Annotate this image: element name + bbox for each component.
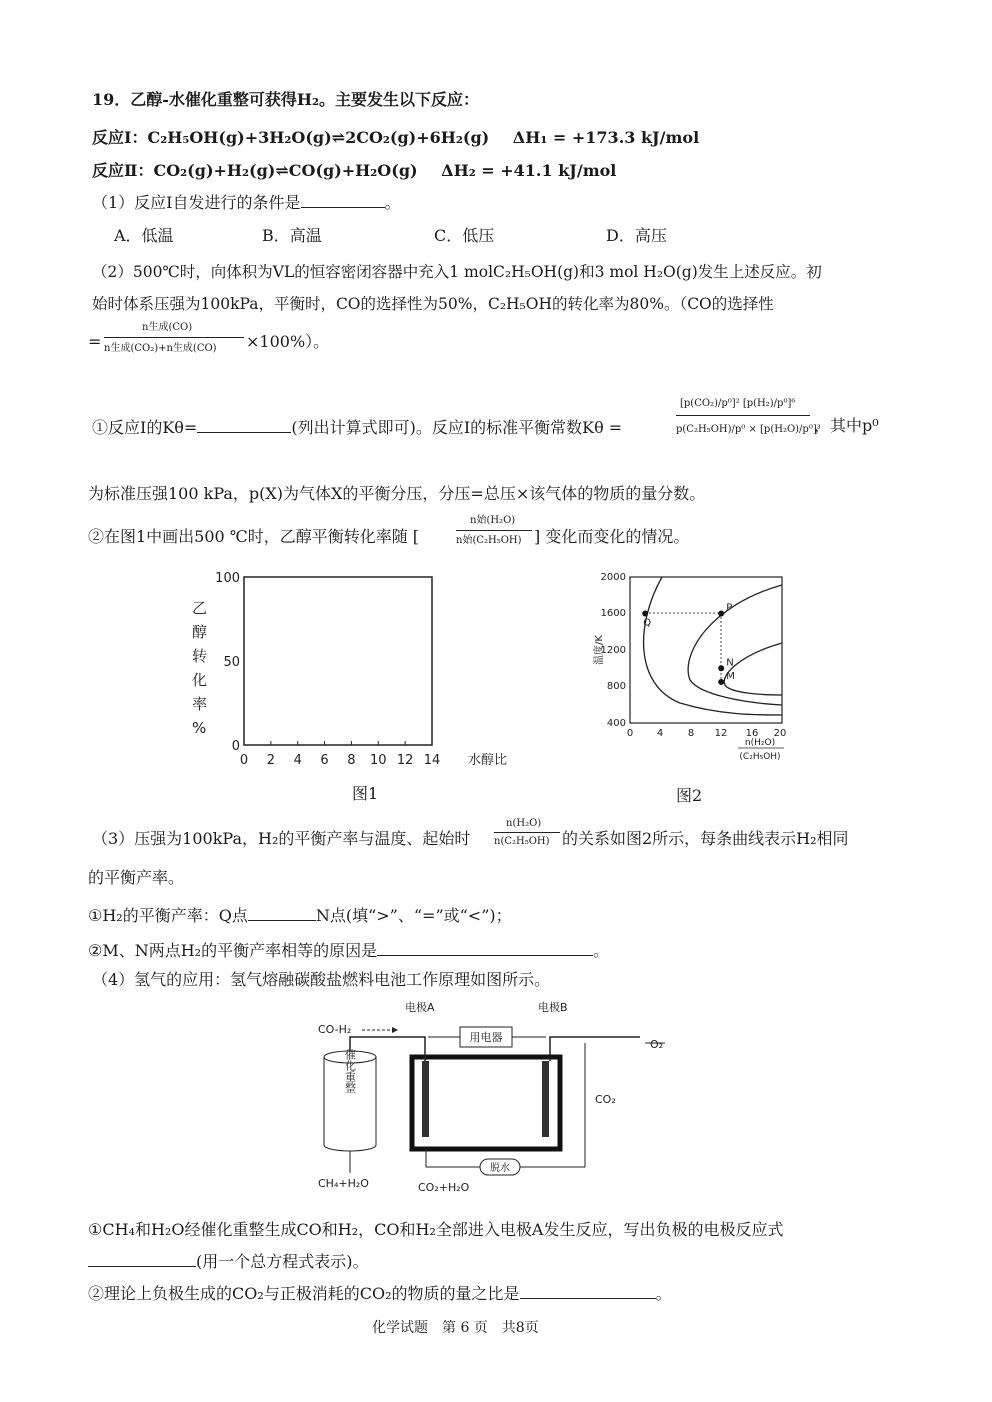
fig2-point-q	[642, 611, 648, 617]
answer-blank-ratio[interactable]	[520, 1282, 656, 1299]
fig1-ylabel-char: %	[192, 719, 207, 737]
answer-blank-reason[interactable]	[377, 939, 593, 956]
draw-fraction-line	[456, 530, 532, 531]
fig2-curve-middle	[688, 585, 782, 705]
electrode-b	[542, 1061, 549, 1137]
part4-stem: （4）氢气的应用：氢气熔融碳酸盐燃料电池工作原理如图所示。	[92, 970, 551, 989]
question-title: 19．乙醇-水催化重整可获得H₂。主要发生以下反应：	[92, 90, 480, 109]
appliance-label: 用电器	[469, 1031, 503, 1044]
fig1-caption: 图1	[352, 784, 379, 803]
electrode-a-label: 电极A	[405, 1001, 435, 1014]
part4-q1-hint: (用一个总方程式表示)。	[196, 1252, 369, 1271]
part4-q1: ①CH₄和H₂O经催化重整生成CO和H₂，CO和H₂全部进入电极A发生反应，写出负极的电极反应式	[88, 1220, 784, 1239]
fig2-point-m	[718, 679, 724, 685]
fig1-ylabel-char: 乙	[192, 599, 208, 617]
part1-stem	[92, 191, 401, 213]
fig1-xtick-label: 14	[423, 753, 441, 768]
selectivity-fraction-line	[104, 337, 244, 338]
k-numerator: [p(CO₂)/p⁰]² [p(H₂)/p⁰]⁶	[680, 398, 796, 409]
part4-q1-line2	[88, 1250, 369, 1272]
fig1-ylabel-char: 醇	[192, 623, 208, 641]
draw-denominator: n始(C₂H₅OH)	[456, 535, 522, 546]
fig2-xtick-4: 4	[656, 728, 664, 739]
fig2-point-label-q: Q	[643, 617, 652, 629]
option-b[interactable]: B．高温	[262, 226, 322, 245]
selectivity-denominator: n生成(CO₂)+n生成(CO)	[104, 343, 217, 354]
part1-end: 。	[384, 193, 401, 212]
pump-label: 脱水	[490, 1163, 510, 1174]
fig2-point-label-m: M	[726, 670, 735, 682]
part3-frac-denominator: n(C₂H₅OH)	[494, 836, 550, 847]
fig1-ytick-50: 50	[223, 655, 240, 670]
answer-blank-k[interactable]	[197, 416, 291, 433]
reaction-2-label: 反应Ⅱ：	[92, 161, 154, 180]
part4-q2-end: 。	[655, 1284, 672, 1303]
part3-q1-text: ①H₂的平衡产率：Q点	[88, 906, 248, 925]
reaction-1-enthalpy: ΔH₁ = +173.3 kJ/mol	[512, 128, 700, 147]
o2-pipe	[550, 1037, 640, 1061]
draw-numerator: n始(H₂O)	[470, 515, 516, 526]
k-definition: (列出计算式即可)。反应Ⅰ的标准平衡常数Kθ =	[291, 418, 623, 437]
part3-q2-end: 。	[593, 941, 610, 960]
fig2-caption: 图2	[676, 786, 703, 805]
fig2-xlabel-denominator: (C₂H₅OH)	[739, 752, 781, 762]
part2-line-1: （2）500℃时，向体积为VL的恒容密闭容器中充入1 molC₂H₅OH(g)和3 mol H₂O(g)发生上述反应。初	[92, 263, 822, 281]
o2-label: O₂	[650, 1038, 664, 1051]
fig2-ytick-2000: 2000	[600, 572, 626, 583]
fig2-point-label-p: P	[726, 602, 733, 614]
fig2-ytick-1200: 1200	[600, 645, 626, 656]
option-c[interactable]: C．低压	[434, 226, 495, 245]
electrode-a	[422, 1061, 429, 1137]
part1-question: （1）反应Ⅰ自发进行的条件是	[92, 193, 301, 212]
fig2-xtick-20: 20	[773, 728, 787, 739]
k-fraction-line	[676, 415, 810, 416]
fig2-point-n	[718, 665, 724, 671]
part3-line-1a: （3）压强为100kPa，H₂的平衡产率与温度、起始时	[92, 829, 471, 848]
electrolyte-tank	[412, 1057, 560, 1149]
part2-line-2: 始时体系压强为100kPa，平衡时，CO的选择性为50%，C₂H₅OH的转化率为80%。（CO的选择性	[92, 295, 774, 313]
input-arrowhead	[392, 1027, 398, 1033]
figure-2	[580, 565, 810, 775]
reaction-1-equation: C₂H₅OH(g)+3H₂O(g)⇌2CO₂(g)+6H₂(g)	[147, 128, 490, 147]
draw-instruction-b: ] 变化而变化的情况。	[534, 527, 690, 546]
part3-line-1b: 的关系如图2所示，每条曲线表示H₂相同	[562, 829, 849, 848]
fig1-plot-area[interactable]	[244, 577, 432, 745]
fig2-xtick-16: 16	[745, 728, 759, 739]
selectivity-tail: ×100%）。	[246, 332, 330, 351]
fig2-ytick-1600: 1600	[600, 608, 626, 619]
fig2-ytick-800: 800	[606, 681, 626, 692]
fuel-cell-diagram	[300, 995, 680, 1205]
part3-line-2: 的平衡产率。	[88, 868, 185, 887]
fig2-curve-inner	[724, 643, 782, 695]
draw-instruction-a: ②在图1中画出500 ℃时，乙醇平衡转化率随 [	[88, 527, 420, 546]
k-question: ①反应Ⅰ的Kθ=	[92, 418, 198, 437]
fig1-ylabel-char: 转	[192, 647, 208, 665]
selectivity-numerator: n生成(CO)	[142, 322, 193, 333]
fig1-ylabel-char: 化	[192, 671, 208, 689]
fig1-xtick-label: 0	[239, 753, 249, 768]
answer-blank-q-vs-n[interactable]	[248, 904, 316, 921]
reaction-2-enthalpy: ΔH₂ = +41.1 kJ/mol	[441, 161, 617, 180]
part4-q2	[88, 1282, 672, 1304]
electrode-b-label: 电极B	[538, 1001, 568, 1014]
selectivity-eq: =	[88, 332, 102, 351]
fig1-ylabel-char: 率	[192, 695, 208, 713]
answer-blank-electrode[interactable]	[88, 1250, 196, 1267]
figure-1[interactable]	[180, 565, 520, 775]
fig1-xtick-label: 4	[293, 753, 302, 768]
fig2-plot-area	[630, 577, 782, 723]
fig2-xtick-12: 12	[714, 728, 728, 739]
fig1-xtick-label: 12	[396, 753, 414, 768]
reaction-2-equation: CO₂(g)+H₂(g)⇌CO(g)+H₂O(g)	[153, 161, 418, 180]
exhaust-label: CO₂+H₂O	[418, 1181, 470, 1194]
answer-blank-1[interactable]	[301, 191, 385, 208]
page-footer: 化学试题 第 6 页 共8页	[372, 1320, 539, 1336]
reformer-label: 催化重整	[343, 1049, 357, 1093]
feed-label: CH₄+H₂O	[318, 1177, 369, 1190]
pressure-definition: 为标准压强100 kPa，p(X)为气体X的平衡分压，分压=总压×该气体的物质的量分数。	[88, 484, 706, 503]
part3-q2-text: ②M、N两点H₂的平衡产率相等的原因是	[88, 941, 378, 960]
exhaust-pipe	[426, 1149, 480, 1167]
part3-q1-hint: N点(填“>”、“=”或“<”)；	[315, 906, 512, 925]
fig2-xlabel-numerator: n(H₂O)	[744, 738, 776, 748]
fig1-xtick-label: 10	[370, 753, 387, 768]
option-d[interactable]: D．高压	[606, 226, 667, 245]
part3-frac-numerator: n(H₂O)	[506, 818, 542, 829]
fig1-ytick-100: 100	[215, 571, 240, 586]
part3-q2	[88, 939, 609, 961]
fig2-point-p	[718, 611, 724, 617]
fig1-xtick-label: 6	[320, 753, 329, 768]
k-tail: ，其中p⁰	[814, 416, 879, 435]
fig1-xtick-label: 2	[266, 753, 275, 768]
option-a[interactable]: A．低温	[114, 226, 174, 245]
fig1-xlabel: 水醇比	[468, 753, 508, 768]
fig2-point-label-n: N	[726, 657, 734, 669]
reaction-1-label: 反应Ⅰ：	[92, 128, 148, 147]
reaction-1	[92, 128, 699, 148]
fig2-xtick-0: 0	[626, 728, 634, 739]
part3-q1	[88, 904, 512, 926]
k-denominator: p(C₂H₅OH)/p⁰ × [p(H₂O)/p⁰]³	[676, 424, 821, 435]
part3-frac-line	[494, 832, 560, 833]
fig2-ylabel: 温度/K	[594, 635, 605, 665]
co2-label: CO₂	[595, 1093, 616, 1106]
fig2-xtick-8: 8	[687, 728, 695, 739]
part4-q2-text: ②理论上负极生成的CO₂与正极消耗的CO₂的物质的量之比是	[88, 1284, 520, 1303]
cell-input-label: CO-H₂	[318, 1023, 352, 1036]
fig2-ytick-400: 400	[606, 718, 626, 729]
fig1-ytick-0: 0	[231, 739, 240, 754]
reaction-2	[92, 161, 616, 181]
k-line	[92, 416, 622, 438]
fig1-xtick-label: 8	[347, 753, 356, 768]
